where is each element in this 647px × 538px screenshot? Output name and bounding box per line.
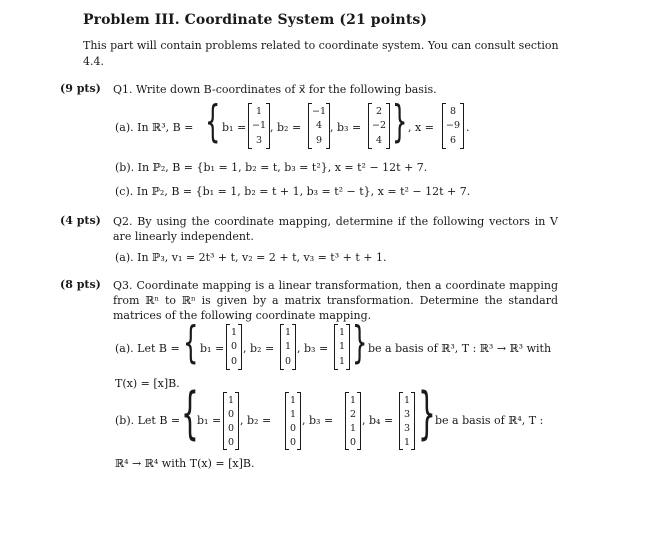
q3b-b2-entry: 1 — [289, 394, 297, 406]
q3a-b3-label: , b₃ = — [297, 342, 329, 355]
q3b-b3-entry: 1 — [349, 422, 357, 434]
q1a-b1-entry: 3 — [255, 135, 263, 147]
q1a-x-entry: −9 — [445, 120, 460, 132]
q3a-b1-entry: 1 — [230, 326, 238, 338]
q1a-b3-vector — [368, 103, 390, 149]
q3a-b3-entry: 1 — [338, 326, 346, 338]
q3a-b2-vector — [280, 324, 296, 370]
q1a-b2-label: , b₂ = — [270, 121, 302, 134]
q1a-prefix: (a). In ℝ³, B = — [115, 121, 194, 134]
q1c-line: (c). In ℙ₂, B = {b₁ = 1, b₂ = t + 1, b₃ = t² − t}, x = t² − 12t + 7. — [115, 185, 471, 198]
q1a-b1-vector — [248, 103, 270, 149]
q3a-continuation: T(x) = [x]B. — [115, 377, 180, 390]
q3a-b1-entry: 0 — [230, 356, 238, 368]
q3a-suffix: be a basis of ℝ³, T : ℝ³ → ℝ³ with — [368, 342, 552, 355]
q3b-b3-entry: 0 — [349, 436, 357, 448]
q1a-b1-entry: −1 — [251, 120, 266, 132]
q2a-line: (a). In ℙ₃, v₁ = 2t³ + t, v₂ = 2 + t, v₃ = t³ + t + 1. — [115, 251, 387, 264]
q1a-x-entry: 8 — [449, 105, 457, 117]
q1-points: (9 pts) — [60, 82, 101, 95]
q3a-b3-vector — [334, 324, 350, 370]
q1b-line: (b). In ℙ₂, B = {b₁ = 1, b₂ = t, b₃ = t²}, x = t² − 12t + 7. — [115, 161, 428, 174]
q1a-b3-label: , b₃ = — [330, 121, 362, 134]
q3-text: Q3. Coordinate mapping is a linear transformation, then a coordinate mapping from ℝⁿ to ℝⁿ is given by a matrix transformation. Determine the standard matrices of the following coordinate mapping. — [113, 279, 558, 322]
q3a-open-brace: { — [183, 317, 199, 368]
q2-text: Q2. By using the coordinate mapping, determine if the following vectors in V are linearly independent. — [113, 215, 558, 243]
q1a-end: . — [466, 121, 470, 134]
intro-paragraph: This part will contain problems related to coordinate system. You can consult section 4.4. — [83, 39, 559, 68]
q3a-b3-entry: 1 — [338, 341, 346, 353]
q3b-suffix: be a basis of ℝ⁴, T : — [435, 414, 544, 427]
q3a-b2-entry: 0 — [284, 356, 292, 368]
q3a-close-brace: } — [352, 317, 368, 368]
q1-text: Q1. Write down B-coordinates of x⃗ for the following basis. — [113, 83, 437, 96]
q3b-b3-vector — [345, 392, 361, 450]
q3b-b3-entry: 1 — [349, 394, 357, 406]
q3a-b2-entry: 1 — [284, 341, 292, 353]
q3b-b2-label: , b₂ = — [240, 414, 272, 427]
q1a-x-vector — [442, 103, 464, 149]
q3b-b1-vector — [223, 392, 239, 450]
q3b-b2-entry: 1 — [289, 408, 297, 420]
q3b-prefix: (b). Let B = — [115, 414, 181, 427]
q3b-b4-entry: 3 — [403, 422, 411, 434]
q1a-b3-entry: 2 — [375, 105, 383, 117]
q3b-b1-entry: 1 — [227, 394, 235, 406]
q3b-open-brace: { — [181, 381, 199, 446]
q1a-b1-entry: 1 — [255, 105, 263, 117]
problem-title: Problem III. Coordinate System (21 points) — [83, 12, 428, 28]
q1a-close-brace: } — [392, 96, 408, 147]
q3b-continuation: ℝ⁴ → ℝ⁴ with T(x) = [x]B. — [115, 457, 255, 470]
q1a-b2-entry: 4 — [315, 120, 323, 132]
q3b-b3-label: , b₃ = — [302, 414, 334, 427]
q3b-b2-entry: 0 — [289, 436, 297, 448]
q3b-b4-label: , b₄ = — [362, 414, 394, 427]
q3b-b3-entry: 2 — [349, 408, 357, 420]
q3a-b3-entry: 1 — [338, 356, 346, 368]
q3-points: (8 pts) — [60, 278, 101, 291]
q3a-b2-label: , b₂ = — [243, 342, 275, 355]
q3a-b1-label: b₁ = — [200, 342, 225, 355]
q3b-b4-entry: 3 — [403, 408, 411, 420]
q3a-b2-entry: 1 — [284, 326, 292, 338]
q1a-b3-entry: 4 — [375, 135, 383, 147]
q3b-b1-label: b₁ = — [197, 414, 222, 427]
q1a-b2-entry: 9 — [315, 135, 323, 147]
q1a-b1-label: b₁ = — [222, 121, 247, 134]
q1a-x-label: , x = — [408, 121, 434, 134]
q3b-b1-entry: 0 — [227, 408, 235, 420]
q1a-open-brace: { — [205, 96, 221, 147]
q3a-b1-entry: 0 — [230, 341, 238, 353]
q3b-b1-entry: 0 — [227, 436, 235, 448]
q3b-b2-vector — [285, 392, 301, 450]
q3b-close-brace: } — [418, 381, 436, 446]
q3b-b4-entry: 1 — [403, 394, 411, 406]
q3a-b1-vector — [226, 324, 242, 370]
q1a-b3-entry: −2 — [371, 120, 386, 132]
q3b-b4-vector — [399, 392, 415, 450]
q1a-b2-entry: −1 — [311, 105, 326, 117]
q3b-b1-entry: 0 — [227, 422, 235, 434]
q2-points: (4 pts) — [60, 214, 101, 227]
q3b-b4-entry: 1 — [403, 436, 411, 448]
q1a-b2-vector — [308, 103, 330, 149]
q1a-x-entry: 6 — [449, 135, 457, 147]
q3a-prefix: (a). Let B = — [115, 342, 180, 355]
q3b-b2-entry: 0 — [289, 422, 297, 434]
